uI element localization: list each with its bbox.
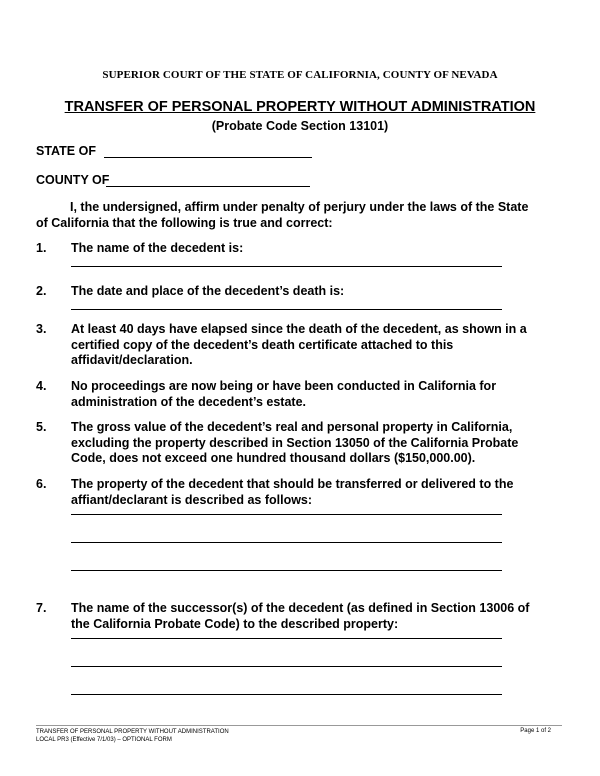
item-text: The date and place of the decedent’s death is: — [71, 284, 345, 298]
footer-form-info — [36, 728, 229, 744]
affirmation-text: I, the undersigned, affirm under penalty of perjury under the laws of the State of California that the following is true and correct: — [36, 200, 529, 230]
successor-name-line-1[interactable] — [71, 638, 502, 639]
successor-name-line-3[interactable] — [71, 694, 502, 695]
item-text: No proceedings are now being or have been conducted in California for administration of the decedent’s estate. — [71, 379, 497, 409]
death-date-place-line[interactable] — [71, 309, 502, 310]
item-text: The property of the decedent that should be transferred or delivered to the affiant/declarant is described as follows: — [71, 477, 514, 507]
county-label: COUNTY OF — [36, 173, 110, 187]
property-description-line-1[interactable] — [71, 514, 502, 515]
item-text: The gross value of the decedent’s real and personal property in California, excluding the property described in Section 13050 of the California Probate Code, does not exceed one hundred thousand dollars ($150,000.00). — [71, 420, 519, 465]
item-text: The name of the successor(s) of the decedent (as defined in Section 13006 of the California Probate Code) to the described property: — [71, 601, 530, 631]
affirmation-paragraph — [36, 199, 536, 231]
successor-name-line-2[interactable] — [71, 666, 502, 667]
page-number: Page 1 of 2 — [520, 728, 551, 734]
item-number: 3. — [36, 322, 47, 336]
property-description-line-2[interactable] — [71, 542, 502, 543]
form-title: TRANSFER OF PERSONAL PROPERTY WITHOUT ADMINISTRATION — [64, 99, 536, 115]
state-input-line[interactable] — [104, 157, 312, 158]
item-text: At least 40 days have elapsed since the death of the decedent, as shown in a certified copy of the decedent’s death certificate attached to this affidavit/declaration. — [71, 322, 527, 367]
item-number: 6. — [36, 477, 47, 491]
item-number: 2. — [36, 284, 47, 298]
item-number: 5. — [36, 420, 47, 434]
court-heading: SUPERIOR COURT OF THE STATE OF CALIFORNIA, COUNTY OF NEVADA — [102, 69, 498, 81]
item-text: The name of the decedent is: — [71, 241, 244, 255]
footer-divider — [36, 725, 562, 726]
decedent-name-line[interactable] — [71, 266, 502, 267]
footer-form-code: LOCAL PR3 (Effective 7/1/03) – OPTIONAL FORM — [36, 737, 172, 743]
form-subtitle: (Probate Code Section 13101) — [211, 119, 389, 133]
footer-form-title: TRANSFER OF PERSONAL PROPERTY WITHOUT ADMINISTRATION — [36, 729, 229, 735]
property-description-line-3[interactable] — [71, 570, 502, 571]
item-number: 7. — [36, 601, 47, 615]
item-number: 1. — [36, 241, 47, 255]
county-input-line[interactable] — [106, 186, 310, 187]
state-label: STATE OF — [36, 144, 96, 158]
item-number: 4. — [36, 379, 47, 393]
